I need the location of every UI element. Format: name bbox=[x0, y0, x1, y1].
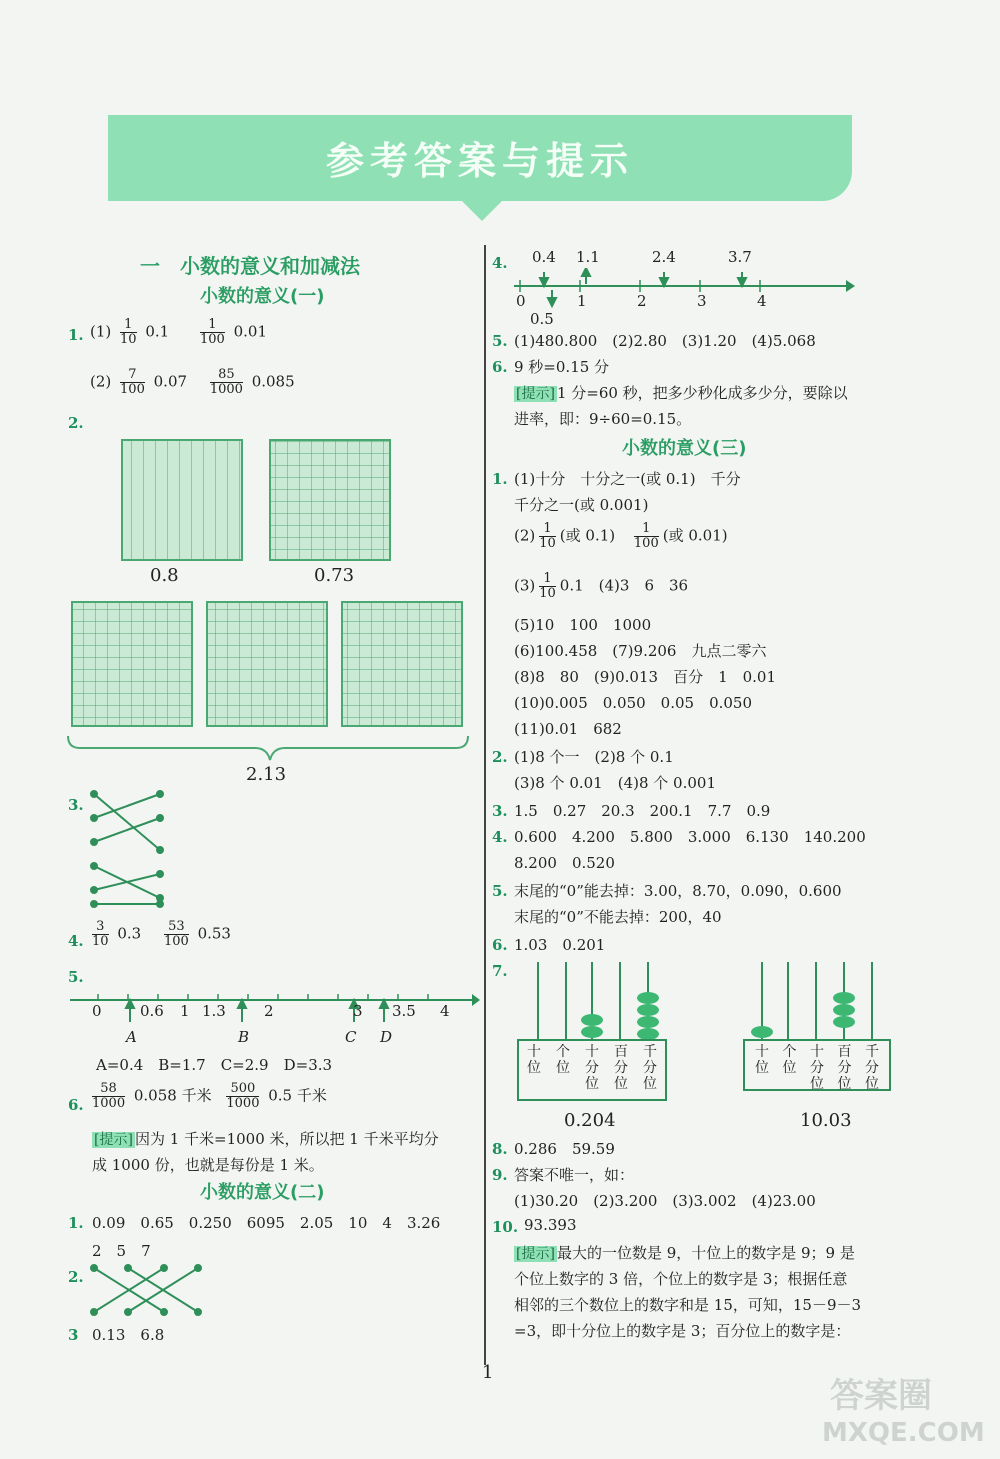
value: (或 0.01) bbox=[662, 526, 728, 545]
value: 0.058 千米 bbox=[133, 1086, 212, 1105]
answer-line bbox=[514, 522, 728, 551]
banner-notch bbox=[460, 199, 504, 221]
point-label: A bbox=[126, 1028, 137, 1046]
watermark-logo: 答案圈 bbox=[830, 1376, 932, 1416]
question-number: 2. bbox=[68, 414, 84, 432]
abacus-2-labels bbox=[752, 1044, 882, 1092]
answer-line: 0.13 6.8 bbox=[92, 1326, 165, 1344]
value: (或 0.1) bbox=[559, 526, 616, 545]
point-label: C bbox=[345, 1028, 357, 1046]
question-number: 3 bbox=[68, 1326, 79, 1344]
tick-label: 1 bbox=[180, 1002, 190, 1020]
tick-label: 3.7 bbox=[728, 248, 752, 266]
number-line-right bbox=[512, 268, 857, 308]
tip-text: 1 分=60 秒，把多少秒化成多少分，要除以 bbox=[556, 384, 848, 402]
fraction: $\frac{1}{100}$ bbox=[633, 521, 659, 551]
answer-line: 9 秒=0.15 分 bbox=[514, 358, 610, 376]
question-number: 1. bbox=[68, 1214, 84, 1232]
answer-line: 末尾的“0”能去掉：3.00，8.70，0.090，0.600 bbox=[514, 882, 842, 900]
question-number: 4. bbox=[68, 932, 84, 950]
question-number: 1. bbox=[68, 326, 84, 344]
grid-one-b bbox=[207, 602, 327, 726]
answer-line bbox=[88, 1082, 327, 1111]
matching-lines bbox=[88, 788, 178, 908]
place-label: 千 分 位 bbox=[643, 1044, 657, 1092]
answer-line: 0.09 0.65 0.250 6095 2.05 10 4 3.26 bbox=[92, 1214, 441, 1232]
question-number: 6. bbox=[68, 1096, 84, 1114]
grid-part-c bbox=[342, 602, 462, 726]
tip-line: 成 1000 份，也就是每份是 1 米。 bbox=[92, 1156, 324, 1174]
section-title-1: 小数的意义(一) bbox=[200, 286, 325, 307]
fraction: $\frac{1}{10}$ bbox=[539, 571, 556, 601]
question-number: 1. bbox=[492, 470, 508, 488]
answer-line bbox=[514, 572, 688, 601]
place-label: 十 位 bbox=[527, 1044, 541, 1076]
fraction: $\frac{85}{1000}$ bbox=[209, 367, 243, 397]
grid-label: 0.73 bbox=[314, 565, 355, 586]
abacus-value: 0.204 bbox=[564, 1110, 616, 1131]
answer-line: (1)8 个一 (2)8 个 0.1 bbox=[514, 748, 674, 766]
place-label: 十 位 bbox=[755, 1044, 769, 1076]
tick-label: 3 bbox=[697, 292, 707, 310]
part-label: (2) bbox=[514, 526, 536, 545]
answer-line: 0.600 4.200 5.800 3.000 6.130 140.200 bbox=[514, 828, 866, 846]
value: 0.5 千米 bbox=[268, 1086, 327, 1105]
answer-line: (8)8 80 (9)0.013 百分 1 0.01 bbox=[514, 668, 777, 686]
abacus-1-labels bbox=[524, 1044, 660, 1092]
column-divider bbox=[484, 245, 486, 1365]
answer-line: (11)0.01 682 bbox=[514, 720, 622, 738]
tip-text: 因为 1 千米=1000 米，所以把 1 千米平均分 bbox=[134, 1130, 439, 1148]
answer-line: (3)8 个 0.01 (4)8 个 0.001 bbox=[514, 774, 716, 792]
abacus-value: 10.03 bbox=[800, 1110, 852, 1131]
section-title-3: 小数的意义(三) bbox=[622, 438, 747, 459]
answer-line: 末尾的“0”不能去掉：200，40 bbox=[514, 908, 722, 926]
answer-line: 0.286 59.59 bbox=[514, 1140, 615, 1158]
section-title-2: 小数的意义(二) bbox=[200, 1182, 325, 1203]
question-number: 6. bbox=[492, 936, 508, 954]
fraction: $\frac{1}{10}$ bbox=[539, 521, 556, 551]
value: 0.1 (4)3 6 36 bbox=[559, 576, 689, 595]
fraction: $\frac{58}{1000}$ bbox=[92, 1081, 126, 1111]
tip-line: 相邻的三个数位上的数字和是 15，可知，15－9－3 bbox=[514, 1296, 862, 1314]
fraction: $\frac{3}{10}$ bbox=[92, 919, 109, 949]
value: 0.53 bbox=[197, 924, 231, 943]
matching-lines-2 bbox=[88, 1262, 208, 1322]
part-label: (3) bbox=[514, 576, 536, 595]
point-label: B bbox=[238, 1028, 250, 1046]
answer-line: (1)480.800 (2)2.80 (3)1.20 (4)5.068 bbox=[514, 332, 816, 350]
question-number: 5. bbox=[492, 882, 508, 900]
point-label: D bbox=[380, 1028, 393, 1046]
value: 0.085 bbox=[251, 372, 295, 391]
value: 0.01 bbox=[233, 322, 268, 341]
page-title: 参考答案与提示 bbox=[325, 139, 634, 183]
answer-line: (1)30.20 (2)3.200 (3)3.002 (4)23.00 bbox=[514, 1192, 816, 1210]
tick-label: 3.5 bbox=[392, 1002, 416, 1020]
tick-label: 0 bbox=[92, 1002, 102, 1020]
grid-0-73 bbox=[270, 440, 390, 560]
answer-line: 1.5 0.27 20.3 200.1 7.7 0.9 bbox=[514, 802, 771, 820]
tick-label: 0 bbox=[516, 292, 526, 310]
tip-line bbox=[514, 382, 848, 403]
question-number: 3. bbox=[68, 796, 84, 814]
answer-line bbox=[90, 318, 267, 347]
answer-line: 8.200 0.520 bbox=[514, 854, 615, 872]
tick-label: 1.1 bbox=[576, 248, 600, 266]
grid-total-label: 2.13 bbox=[246, 764, 287, 785]
page-number: 1 bbox=[482, 1362, 494, 1383]
place-label: 百 分 位 bbox=[614, 1044, 628, 1092]
tip-line: 个位上数字的 3 倍，个位上的数字是 3；根据任意 bbox=[514, 1270, 848, 1288]
question-number: 6. bbox=[492, 358, 508, 376]
place-label: 百 分 位 bbox=[837, 1044, 852, 1092]
question-number: 10. bbox=[492, 1218, 519, 1236]
part-label: (2) bbox=[90, 372, 112, 391]
tick-label: 0.6 bbox=[140, 1002, 164, 1020]
answer-line: 2 5 7 bbox=[92, 1242, 151, 1260]
tick-label: 0.4 bbox=[532, 248, 556, 266]
answer-line: 1.03 0.201 bbox=[514, 936, 606, 954]
answer-line: 93.393 bbox=[524, 1216, 577, 1234]
answer-line: 千分之一(或 0.001) bbox=[514, 496, 649, 514]
answer-line: 答案不唯一，如： bbox=[514, 1166, 635, 1184]
question-number: 7. bbox=[492, 962, 508, 980]
tick-label: 1.3 bbox=[202, 1002, 226, 1020]
tip-tag: [提示] bbox=[94, 1132, 133, 1148]
tick-label: 3 bbox=[353, 1002, 363, 1020]
answer-line: (1)十分 十分之一(或 0.1) 千分 bbox=[514, 470, 741, 488]
question-number: 8. bbox=[492, 1140, 508, 1158]
question-number: 2. bbox=[492, 748, 508, 766]
tick-label: 4 bbox=[757, 292, 767, 310]
tip-line: 进率，即：9÷60=0.15。 bbox=[514, 410, 692, 428]
question-number: 3. bbox=[492, 802, 508, 820]
fraction: $\frac{53}{100}$ bbox=[163, 919, 189, 949]
fraction: $\frac{500}{1000}$ bbox=[226, 1081, 260, 1111]
answer-line: (10)0.005 0.050 0.05 0.050 bbox=[514, 694, 753, 712]
tip-line bbox=[92, 1128, 439, 1149]
value: 0.07 bbox=[153, 372, 188, 391]
chapter-title: 一 小数的意义和加减法 bbox=[140, 254, 360, 278]
tick-label: 2.4 bbox=[652, 248, 676, 266]
tick-label: 4 bbox=[440, 1002, 450, 1020]
brace bbox=[68, 736, 468, 760]
answer-line bbox=[88, 920, 231, 949]
question-number: 4. bbox=[492, 828, 508, 846]
answer-line: (5)10 100 1000 bbox=[514, 616, 652, 634]
tip-line bbox=[514, 1242, 855, 1263]
tick-label: 0.5 bbox=[530, 310, 554, 328]
grid-one-a bbox=[72, 602, 192, 726]
question-number: 9. bbox=[492, 1166, 508, 1184]
value: 0.1 bbox=[145, 322, 170, 341]
grid-0-8 bbox=[122, 440, 242, 560]
watermark-url: MXQE.COM bbox=[822, 1418, 985, 1448]
part-label: (1) bbox=[90, 322, 112, 341]
answer-line: A=0.4 B=1.7 C=2.9 D=3.3 bbox=[96, 1056, 333, 1074]
answer-line: (6)100.458 (7)9.206 九点二零六 bbox=[514, 642, 767, 660]
question-number: 5. bbox=[68, 968, 84, 986]
place-label: 十 分 位 bbox=[810, 1044, 824, 1092]
place-label: 千 分 位 bbox=[865, 1044, 879, 1092]
fraction: $\frac{1}{100}$ bbox=[200, 317, 225, 347]
question-number: 5. bbox=[492, 332, 508, 350]
tick-label: 2 bbox=[637, 292, 647, 310]
tip-text: 最大的一位数是 9，十位上的数字是 9；9 是 bbox=[556, 1244, 855, 1262]
fraction: $\frac{7}{100}$ bbox=[120, 367, 145, 397]
place-label: 十 分 位 bbox=[585, 1044, 599, 1092]
answer-line bbox=[90, 368, 295, 397]
grid-label: 0.8 bbox=[150, 565, 179, 586]
fraction: $\frac{1}{10}$ bbox=[120, 317, 137, 347]
tick-label: 1 bbox=[577, 292, 587, 310]
tip-tag: [提示] bbox=[516, 1246, 555, 1262]
tick-label: 2 bbox=[264, 1002, 274, 1020]
tip-tag: [提示] bbox=[516, 386, 555, 402]
place-label: 个 位 bbox=[556, 1044, 570, 1076]
question-number: 4. bbox=[492, 254, 508, 272]
decimal-grid-figure bbox=[60, 430, 480, 790]
value: 0.3 bbox=[117, 924, 142, 943]
tip-line: =3，即十分位上的数字是 3；百分位上的数字是： bbox=[514, 1322, 851, 1340]
place-label: 个 位 bbox=[782, 1044, 797, 1076]
question-number: 2. bbox=[68, 1268, 84, 1286]
